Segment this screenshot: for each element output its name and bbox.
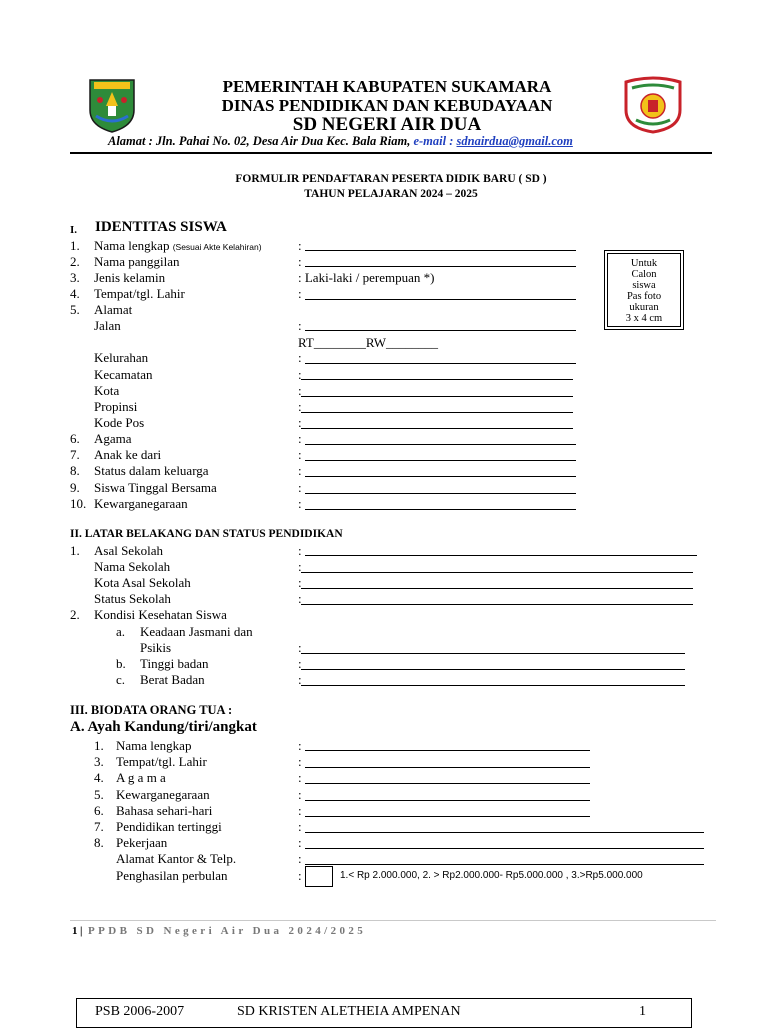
- s1-field-6[interactable]: [305, 444, 576, 445]
- s1-label-9: Siswa Tinggal Bersama: [94, 480, 217, 495]
- colon: :: [298, 415, 302, 430]
- s1-field-kelurahan[interactable]: [305, 363, 576, 364]
- photo-box-text-3: siswa: [632, 280, 656, 291]
- s1-field-kota[interactable]: [301, 396, 573, 397]
- s2-label-a2: Psikis: [140, 640, 172, 655]
- s3-num-6: 6.: [94, 803, 104, 818]
- s3-field-8[interactable]: [305, 848, 704, 849]
- photo-box-text-1: Untuk: [630, 258, 658, 269]
- income-checkbox[interactable]: [305, 866, 333, 887]
- colon: :: [298, 575, 302, 590]
- s1-field-jalan[interactable]: [305, 330, 576, 331]
- s1-label-kelurahan: Kelurahan: [94, 350, 149, 365]
- colon: :: [298, 672, 302, 687]
- s1-num-10: 10.: [70, 496, 87, 511]
- s2-num-1: 1.: [70, 543, 80, 558]
- colon: :: [298, 543, 302, 558]
- s3-label-8: Pekerjaan: [116, 835, 168, 850]
- s1-label-5: Alamat: [94, 302, 133, 317]
- colon: :: [298, 738, 302, 753]
- s2-label-b: Tinggi badan: [140, 656, 209, 671]
- logo-right: [622, 76, 684, 134]
- s3-label-6: Bahasa sehari-hari: [116, 803, 213, 818]
- s1-label-8: Status dalam keluarga: [94, 463, 209, 478]
- s2-field-c[interactable]: [301, 685, 685, 686]
- colon: :: [298, 238, 302, 253]
- colon: :: [298, 286, 302, 301]
- s1-field-1[interactable]: [305, 250, 576, 251]
- s3-num-1: 1.: [94, 738, 104, 753]
- s1-field-kodepos[interactable]: [301, 428, 573, 429]
- s2-num-c: c.: [116, 672, 126, 687]
- s3-num-4: 4.: [94, 770, 104, 785]
- logo-left: [86, 76, 138, 134]
- colon: :: [298, 868, 302, 883]
- footer-divider: [70, 920, 716, 921]
- photo-box: [604, 250, 684, 330]
- s1-label-jalan: Jalan: [94, 318, 121, 333]
- photo-box-text-5: ukuran: [629, 302, 659, 313]
- s1-field-10[interactable]: [305, 509, 576, 510]
- s1-field-2[interactable]: [305, 266, 576, 267]
- colon: :: [298, 496, 302, 511]
- colon: :: [298, 463, 302, 478]
- colon: :: [298, 383, 302, 398]
- s2-label-2: Nama Sekolah: [94, 559, 171, 574]
- s1-label-1: [94, 238, 262, 255]
- section3-subtitle: A. Ayah Kandung/tiri/angkat: [70, 719, 257, 735]
- s2-field-b[interactable]: [301, 669, 685, 670]
- footer-separator: |: [80, 925, 83, 937]
- header-line-3: SD NEGERI AIR DUA: [292, 114, 482, 135]
- colon: :: [298, 819, 302, 834]
- s3-num-7: 7.: [94, 819, 104, 834]
- colon: :: [298, 835, 302, 850]
- colon: :: [298, 640, 302, 655]
- s2-field-4[interactable]: [301, 604, 693, 605]
- section1-num: I.: [70, 224, 78, 236]
- s2-field-3[interactable]: [301, 588, 693, 589]
- colon: :: [298, 591, 302, 606]
- address-text: Alamat : Jln. Pahai No. 02, Desa Air Dua Kec. Bala Riam,: [108, 134, 414, 148]
- s1-num-7: 7.: [70, 447, 80, 462]
- s3-num-3: 3.: [94, 754, 104, 769]
- s2-label-a: Keadaan Jasmani dan: [140, 624, 253, 639]
- s2-num-a: a.: [116, 624, 126, 639]
- s2-field-a[interactable]: [301, 653, 685, 654]
- header-line-1: PEMERINTAH KABUPATEN SUKAMARA: [222, 77, 552, 96]
- s2-label-c: Berat Badan: [140, 672, 205, 687]
- colon: :: [298, 367, 302, 382]
- s1-gender-value[interactable]: : Laki-laki / perempuan *): [298, 270, 435, 285]
- s3-field-1[interactable]: [305, 750, 590, 751]
- footer-text: PPDB SD Negeri Air Dua 2024/2025: [88, 925, 367, 937]
- s3-label-office: Alamat Kantor & Telp.: [116, 851, 237, 866]
- section1-title: IDENTITAS SISWA: [95, 219, 227, 235]
- s3-field-office[interactable]: [305, 864, 704, 865]
- section2-title: II. LATAR BELAKANG DAN STATUS PENDIDIKAN: [70, 528, 343, 540]
- s1-num-9: 9.: [70, 480, 80, 495]
- income-options: 1.< Rp 2.000.000, 2. > Rp2.000.000- Rp5.000.000 , 3.>Rp5.000.000: [340, 870, 643, 881]
- s3-label-1: Nama lengkap: [116, 738, 192, 753]
- section3-title: III. BIODATA ORANG TUA :: [70, 703, 233, 717]
- header-divider: [70, 152, 712, 154]
- s1-label-4: Tempat/tgl. Lahir: [94, 286, 185, 301]
- colon: :: [298, 754, 302, 769]
- colon: :: [298, 787, 302, 802]
- s1-label-1-note: (Sesuai Akte Kelahiran): [172, 242, 262, 252]
- s1-field-propinsi[interactable]: [301, 412, 573, 413]
- s1-num-8: 8.: [70, 463, 80, 478]
- colon: :: [298, 851, 302, 866]
- s1-field-4[interactable]: [305, 299, 576, 300]
- s3-label-4: A g a m a: [116, 770, 166, 785]
- s1-label-propinsi: Propinsi: [94, 399, 138, 414]
- s1-num-6: 6.: [70, 431, 80, 446]
- s2-field-2[interactable]: [301, 572, 693, 573]
- footer-page-number: 1: [72, 925, 78, 937]
- s3-num-8: 8.: [94, 835, 104, 850]
- s1-label-1-text: Nama lengkap: [94, 238, 170, 253]
- bottom-strip-left: PSB 2006-2007: [95, 1004, 185, 1019]
- colon: :: [298, 770, 302, 785]
- s3-field-4[interactable]: [305, 783, 590, 784]
- colon: :: [298, 447, 302, 462]
- form-title-line-1: FORMULIR PENDAFTARAN PESERTA DIDIK BARU ( SD ): [235, 173, 547, 185]
- s2-label-1: Asal Sekolah: [94, 543, 163, 558]
- s1-field-8[interactable]: [305, 476, 576, 477]
- header-line-2: DINAS PENDIDIKAN DAN KEBUDAYAAN: [221, 96, 553, 115]
- s1-field-9[interactable]: [305, 493, 576, 494]
- s1-label-kodepos: Kode Pos: [94, 415, 145, 430]
- bottom-strip-right: 1: [639, 1004, 646, 1019]
- colon: :: [298, 399, 302, 414]
- s3-field-7[interactable]: [305, 832, 704, 833]
- colon: :: [298, 656, 302, 671]
- photo-box-text-4: Pas foto: [626, 291, 662, 302]
- s1-num-5: 5.: [70, 302, 80, 317]
- s1-label-kota: Kota: [94, 383, 120, 398]
- s1-rt-rw[interactable]: RT________RW________: [298, 335, 439, 350]
- s1-label-7: Anak ke dari: [94, 447, 162, 462]
- colon: :: [298, 559, 302, 574]
- s2-num-5: 2.: [70, 607, 80, 622]
- s3-label-3: Tempat/tgl. Lahir: [116, 754, 207, 769]
- s3-label-5: Kewarganegaraan: [116, 787, 210, 802]
- s1-num-3: 3.: [70, 270, 80, 285]
- address-line: [108, 134, 573, 149]
- bottom-strip-center: SD KRISTEN ALETHEIA AMPENAN: [237, 1004, 461, 1019]
- form-title-line-2: TAHUN PELAJARAN 2024 – 2025: [304, 188, 478, 200]
- colon: :: [298, 803, 302, 818]
- photo-box-text-2: Calon: [631, 269, 657, 280]
- email-link[interactable]: sdnairdua@gmail.com: [456, 134, 573, 148]
- s2-label-5: Kondisi Kesehatan Siswa: [94, 607, 227, 622]
- s3-field-3[interactable]: [305, 767, 590, 768]
- s1-label-kecamatan: Kecamatan: [94, 367, 153, 382]
- s1-label-10: Kewarganegaraan: [94, 496, 188, 511]
- colon: :: [298, 480, 302, 495]
- colon: :: [298, 350, 302, 365]
- s1-num-2: 2.: [70, 254, 80, 269]
- colon: :: [298, 254, 302, 269]
- s3-field-5[interactable]: [305, 800, 590, 801]
- photo-box-text-6: 3 x 4 cm: [625, 313, 663, 324]
- s1-label-6: Agama: [94, 431, 132, 446]
- s2-num-b: b.: [116, 656, 126, 671]
- s2-label-3: Kota Asal Sekolah: [94, 575, 191, 590]
- s2-field-1[interactable]: [305, 555, 697, 556]
- s1-num-4: 4.: [70, 286, 80, 301]
- s3-field-6[interactable]: [305, 816, 590, 817]
- s1-field-7[interactable]: [305, 460, 576, 461]
- s1-num-1: 1.: [70, 238, 80, 253]
- s1-label-2: Nama panggilan: [94, 254, 180, 269]
- colon: :: [298, 431, 302, 446]
- s3-label-7: Pendidikan tertinggi: [116, 819, 222, 834]
- colon: :: [298, 318, 302, 333]
- s1-label-3: Jenis kelamin: [94, 270, 166, 285]
- s1-field-kecamatan[interactable]: [301, 379, 573, 380]
- email-label: e-mail :: [413, 134, 457, 148]
- s3-label-income: Penghasilan perbulan: [116, 868, 228, 883]
- s2-label-4: Status Sekolah: [94, 591, 171, 606]
- s3-num-5: 5.: [94, 787, 104, 802]
